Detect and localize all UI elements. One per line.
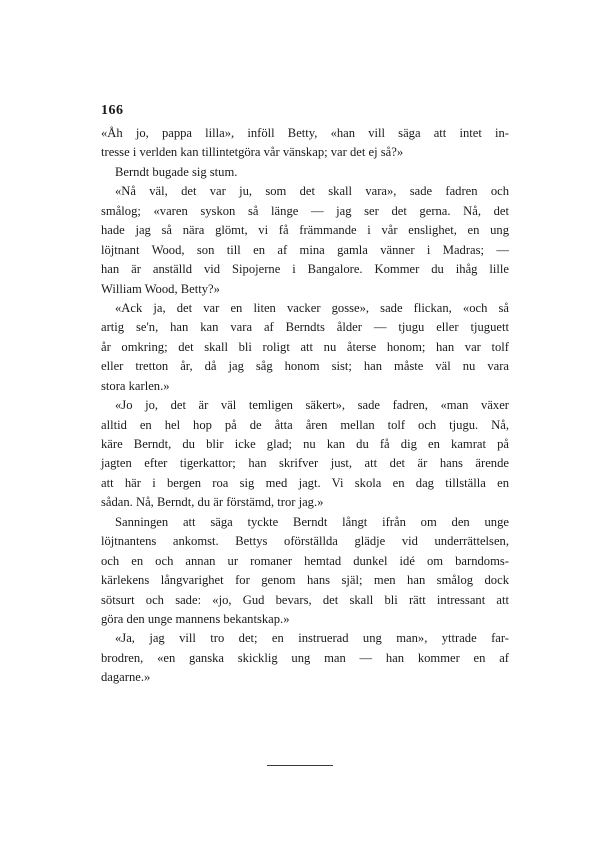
text-block [101, 124, 509, 688]
text-line: William Wood, Betty?» [101, 281, 220, 296]
text-line: göra den unge mannens bekantskap.» [101, 611, 290, 626]
text-line: löjtnant Wood, son till en af mina gamla vänner i Madras; — [101, 242, 509, 257]
text-line: sötsurt och sade: «jo, Gud bevars, det skall bli rätt intressant att [101, 592, 509, 607]
text-line: «Jo jo, det är väl temligen säkert», sade fadren, «man växer [115, 398, 509, 413]
text-line: löjtnantens ankomst. Bettys oförställda glädje vid underrättelsen, [101, 534, 509, 549]
text-line: sådan. Nå, Berndt, du är förstämd, tror jag.» [101, 495, 324, 510]
page-number: 166 [101, 103, 124, 118]
text-line: brodren, «en ganska skicklig ung man — han kommer en af [101, 650, 509, 665]
text-line: artig se'n, han kan vara af Berndts ålder — tjugu eller tjuguett [101, 320, 509, 335]
text-line: jagten efter tigerkattor; han skrifver just, att det är hans ärende [101, 456, 509, 471]
text-line: «Åh jo, pappa lilla», inföll Betty, «han vill säga att intet in- [101, 126, 509, 140]
text-line: alltid en hel hop på de åtta åren mellan tolf och tjugu. Nå, [101, 417, 509, 432]
text-line: smålog; «varen syskon så länge — jag ser det gerna. Nå, det [101, 203, 509, 218]
text-line: hade jag så nära glömt, vi få främmande i vår enslighet, en ung [101, 223, 509, 238]
text-line: «Ack ja, det var en liten vacker gosse», sade flickan, «och så [115, 300, 509, 315]
text-line: år omkring; det skall bli roligt att nu återse honom; han var tolf [101, 339, 509, 354]
text-line: «Nå väl, det var ju, som det skall vara», sade fadren och [115, 184, 509, 199]
text-line: han är anställd vid Sipojerne i Bangalore. Kommer du ihåg lille [101, 262, 509, 277]
text-line: Berndt bugade sig stum. [115, 164, 238, 179]
text-line: kärlekens långvarighet for genom hans själ; men han smålog dock [101, 573, 509, 588]
text-line: käre Berndt, du blir icke glad; nu kan du få dig en kamrat på [101, 437, 509, 451]
text-line: «Ja, jag vill tro det; en instruerad ung man», yttrade far- [115, 631, 509, 646]
text-line: eller tretton år, då jag såg honom sist; han måste väl nu vara [101, 359, 509, 374]
text-line: att här i bergen roa sig med jagt. Vi skola en dag tillställa en [101, 475, 509, 490]
section-divider [267, 765, 333, 766]
text-line: tresse i verlden kan tillintetgöra vår vänskap; var det ej så?» [101, 145, 404, 160]
text-line: stora karlen.» [101, 378, 170, 393]
text-line: och en och annan ur romaner hemtad dunkel idé om barndoms- [101, 553, 509, 568]
text-line: dagarne.» [101, 670, 151, 685]
text-line: Sanningen att säga tyckte Berndt långt ifrån om den unge [115, 514, 509, 529]
